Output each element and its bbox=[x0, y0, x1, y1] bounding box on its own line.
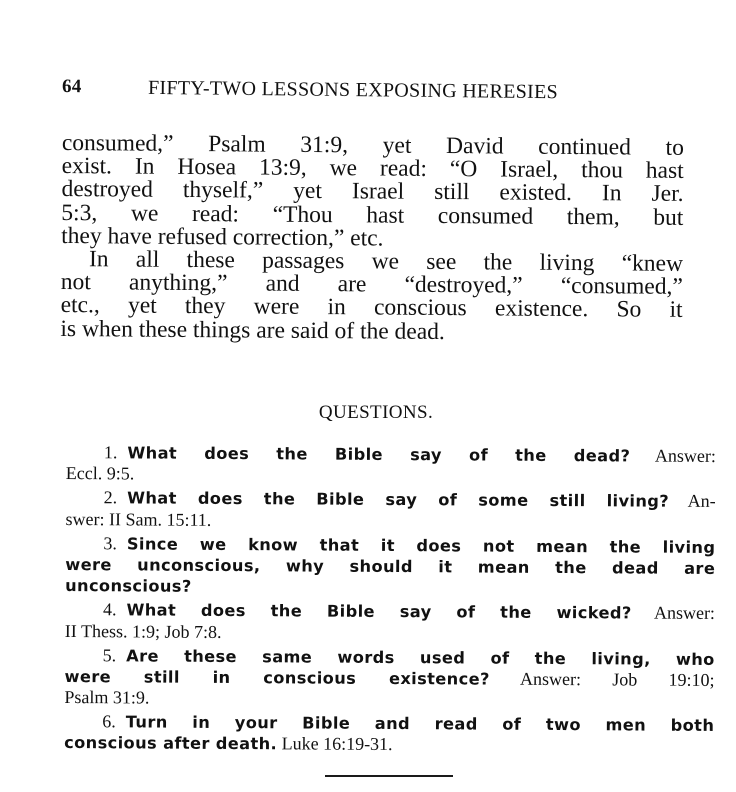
question-text: were still in conscious existence? bbox=[64, 666, 490, 689]
question-text: What does the Bible say of some still living? bbox=[127, 488, 670, 512]
text-line: In all these passages we see the living “knew bbox=[88, 246, 684, 277]
paragraph-2 bbox=[60, 248, 683, 346]
question-number: 6. bbox=[102, 711, 116, 732]
question-text: unconscious? bbox=[65, 576, 192, 596]
question-text: were unconscious, why should it mean the dead are bbox=[65, 554, 716, 578]
question-line bbox=[65, 666, 715, 691]
text-line: exist. In Hosea 13:9, we read: “O Israel, thou hast bbox=[61, 153, 684, 185]
question-line bbox=[65, 509, 715, 534]
answer-text: Answer: bbox=[630, 445, 716, 466]
page-number: 64 bbox=[61, 76, 82, 98]
paragraph-1 bbox=[61, 132, 684, 253]
answer-text: Eccl. 9:5. bbox=[65, 463, 135, 484]
question-number: 4. bbox=[102, 599, 117, 620]
question-line bbox=[65, 620, 715, 645]
question-item bbox=[65, 533, 715, 601]
answer-text: An- bbox=[669, 491, 716, 512]
question-line bbox=[64, 687, 714, 712]
text-line: consumed,” Psalm 31:9, yet David continued to bbox=[61, 130, 684, 161]
question-text: conscious after death. bbox=[64, 733, 278, 754]
question-item bbox=[64, 645, 714, 713]
body-text bbox=[60, 132, 684, 346]
running-head-title: FIFTY-TWO LESSONS EXPOSING HERESIES bbox=[147, 76, 559, 104]
text-line: 5:3, we read: “Thou hast consumed them, but bbox=[61, 199, 684, 231]
text-line: etc., yet they were in conscious existence. So it bbox=[60, 292, 683, 324]
running-head bbox=[62, 76, 682, 112]
question-text: Turn in your Bible and read of two men both bbox=[125, 712, 715, 736]
question-line bbox=[66, 463, 716, 488]
question-line bbox=[66, 442, 716, 467]
question-text: Are these same words used of the living, who bbox=[126, 646, 715, 669]
question-text: What does the Bible say of the wicked? bbox=[126, 600, 632, 623]
question-item bbox=[65, 487, 715, 533]
questions-heading: QUESTIONS. bbox=[318, 402, 434, 423]
answer-text: Luke 16:19-31. bbox=[277, 733, 393, 755]
text-line: not anything,” and are “destroyed,” “consumed,” bbox=[60, 269, 683, 301]
question-line bbox=[64, 732, 714, 757]
question-item bbox=[65, 599, 715, 645]
answer-text: swer: II Sam. 15:11. bbox=[65, 508, 212, 530]
section-end-rule bbox=[325, 775, 453, 777]
text-line: is when these things are said of the dead. bbox=[60, 315, 445, 345]
question-text: What does the Bible say of the dead? bbox=[127, 443, 631, 466]
text-line: they have refused correction,” etc. bbox=[61, 222, 384, 252]
text-line: destroyed thyself,” yet Israel still existed. In Jer. bbox=[61, 176, 684, 208]
questions-list bbox=[64, 442, 716, 761]
answer-text: Psalm 31:9. bbox=[64, 687, 150, 708]
question-number: 1. bbox=[103, 442, 118, 463]
question-text: Since we know that it does not mean the living bbox=[126, 534, 716, 557]
question-item bbox=[66, 442, 716, 488]
question-item bbox=[64, 711, 714, 757]
answer-text: Answer: Job 19:10; bbox=[489, 668, 715, 690]
question-number: 5. bbox=[102, 644, 117, 665]
question-number: 3. bbox=[103, 532, 117, 554]
question-line bbox=[65, 575, 715, 600]
question-number: 2. bbox=[103, 487, 118, 508]
answer-text: II Thess. 1:9; Job 7:8. bbox=[64, 620, 222, 642]
answer-text: Answer: bbox=[631, 602, 716, 624]
